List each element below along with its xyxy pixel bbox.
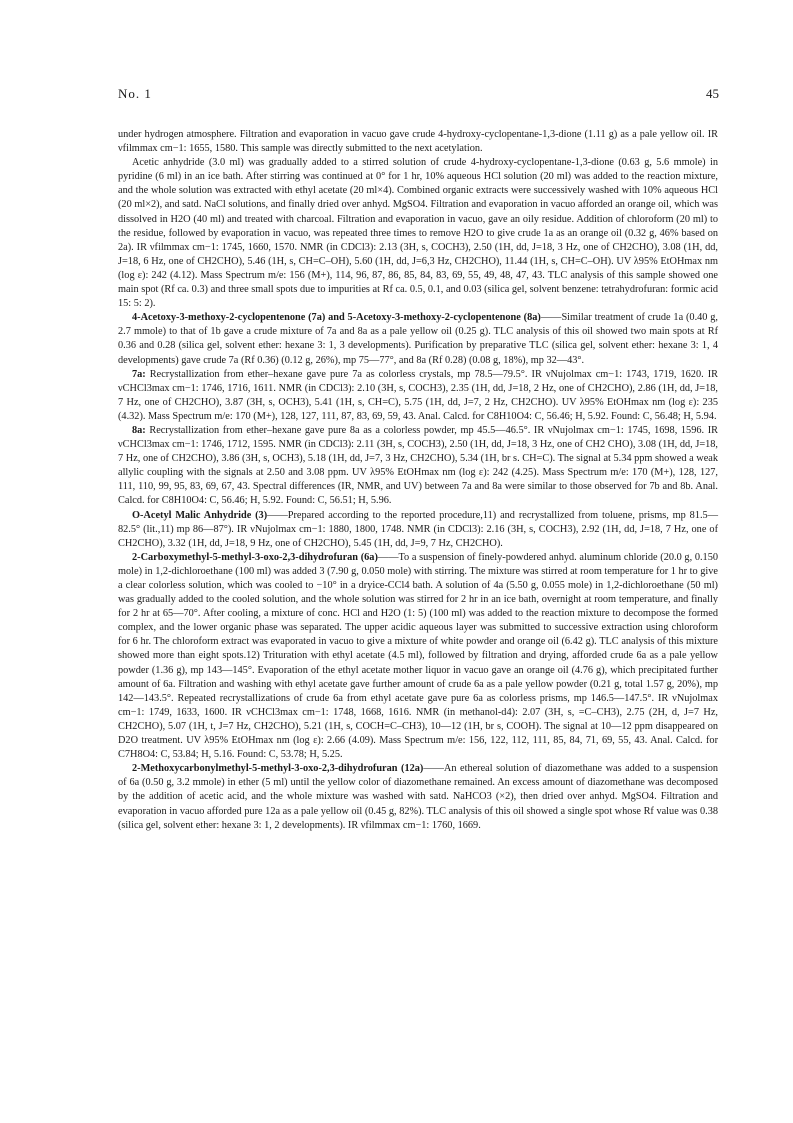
compound-heading: 2-Methoxycarbonylmethyl-5-methyl-3-oxo-2,3-dihydrofuran (12a) bbox=[132, 763, 424, 775]
paragraph-text: ——An ethereal solution of diazomethane was added to a suspension of 6a (0.50 g, 3.2 mmole) in ether (5 ml) until the yellow color of diazomethane remained. An excess amount of diazomethane was decomposed by the addition of acetic acid, and the whole mixture was washed with satd. NaHCO3 (×2), then dried over anhyd. MgSO4. Filtration and evaporation in vacuo afforded pure 12a as a pale yellow oil (0.45 g, 82%). TLC analysis of this oil showed a single spot whose Rf value was 0.38 (silica gel, solvent ether: hexane 3: 1, 2 developments). IR νfilmmax cm−1: 1760, 1669. bbox=[118, 763, 718, 831]
journal-issue-number: No. 1 bbox=[118, 86, 152, 101]
compound-heading: 7a: bbox=[132, 368, 146, 380]
paragraph bbox=[118, 156, 718, 311]
body-text bbox=[118, 128, 718, 833]
compound-heading: 4-Acetoxy-3-methoxy-2-cyclopentenone (7a) and 5-Acetoxy-3-methoxy-2-cyclopentenone (8a) bbox=[132, 312, 541, 324]
paragraph-text: under hydrogen atmosphere. Filtration and evaporation in vacuo gave crude 4-hydroxy-cyclopentane-1,3-dione (1.11 g) as a pale yellow oil. IR νfilmmax cm−1: 1655, 1580. This sample was directly submitted to the next acetylation. bbox=[118, 129, 718, 155]
paragraph bbox=[118, 762, 718, 832]
paragraph bbox=[118, 128, 718, 156]
paragraph-text: ——Prepared according to the reported procedure,11) and recrystallized from toluene, prisms, mp 81.5—82.5° (lit.,11) mp 86—87°). IR νNujolmax cm−1: 1880, 1800, 1748. NMR (in CDCl3): 2.16 (3H, s, COCH3), 2.92 (1H, dd, J=18, 7 Hz, one of CH2CHO), 3.32 (1H, dd, J=18, 9 Hz, one of CH2CHO), 5.45 (1H, dd, J=9, 7 Hz, CH2CHO). bbox=[118, 509, 719, 549]
paragraph-text: Acetic anhydride (3.0 ml) was gradually added to a stirred solution of crude 4-hydroxy-cyclopentane-1,3-dione (0.63 g, 5.6 mmole) in pyridine (6 ml) in an ice bath. After stirring was continued at 0° for 1 hr, 10% aqueous HCl solution (20 ml) was added to the reaction mixture, and the whole solution was extracted with ethyl acetate (20 ml×4). Combined organic extracts were successively washed with 10% aqueous HCl (20 ml×2), and satd. NaCl solutions, and finally dried over anhyd. MgSO4. Filtration and evaporation in vacuo afforded an orange oil, which was dissolved in H2O (40 ml) and treated with charcoal. Filtration and evaporation in vacuo, gave an oily residue. Addition of chloroform (20 ml) to the residue, followed by evaporation in vacuo, was repeated three times to remove H2O to give crude 1a as an orange oil (0.32 g, 46% based on 2a). IR νfilmmax cm−1: 1745, 1660, 1570. NMR (in CDCl3): 2.13 (3H, s, COCH3), 2.50 (1H, dd, J=18, 3 Hz, one of CH2CHO), 3.08 (1H, dd, J=18, 6 Hz, one of CH2CHO), 5.46 (1H, s, CH=C–OH), 5.60 (1H, dd, J=6,3 Hz, CH2CHO), 11.44 (1H, s, CH=C–OH). UV λ95% EtOHmax nm (log ε): 242 (4.12). Mass Spectrum m/e: 156 (M+), 114, 96, 87, 86, 85, 84, 83, 69, 55, 49, 48, 47, 43. TLC analysis of this sample showed one main spot (Rf ca. 0.3) and three small spots due to impurities at Rf ca. 0.5, 0.1, and 0.03 (silica gel, solvent benzene: tetrahydrofuran: formic acid 15: 5: 2). bbox=[118, 157, 718, 310]
compound-heading: 2-Carboxymethyl-5-methyl-3-oxo-2,3-dihydrofuran (6a) bbox=[132, 551, 378, 563]
page-number: 45 bbox=[706, 86, 719, 101]
paragraph bbox=[118, 509, 718, 551]
compound-heading: 8a: bbox=[132, 424, 146, 436]
paragraph-text: ——To a suspension of finely-powdered anhyd. aluminum chloride (20.0 g, 0.150 mole) in 1,2-dichloroethane (100 ml) was added 3 (7.90 g, 0.050 mole) with stirring. The mixture was stirred at room temperature for 1 hr to give a clear colorless solution, which was cooled to −10° in a dryice-CCl4 bath. A solution of 4a (5.50 g, 0.055 mole) in 1,2-dichloroethane (50 ml) was gradually added to the cooled solution, and the whole solution was stirred for 2 hr in an ice bath, overnight at room temperature, and finally for 2 hr at 65—70°. After cooling, a mixture of conc. HCl and H2O (1: 5) (100 ml) was added to the reaction mixture to decompose the formed complex, and the lower organic phase was separated. The upper acidic aqueous layer was submitted to successive extraction using chloroform for 6 hr. The chloroform extract was evaporated in vacuo to give a mixture of white powder and orange oil (6.42 g). TLC analysis of this mixture showed more than eight spots.12) Trituration with ethyl acetate (4.5 ml), followed by filtration and drying, afforded crude 6a as a pale yellow powder (1.36 g), mp 143—145°. Evaporation of the ethyl acetate mother liquor in vacuo gave an orange oil (4.76 g), which precipitated further amount of 6a. Filtration and washing with ethyl acetate gave further amount of crude 6a as a pale yellow powder (0.21 g, total 1.57 g, 20%), mp 142—143.5°. Repeated recrystallizations of crude 6a from ethyl acetate gave pure 6a as colorless prisms, mp 146.5—147.5°. IR νNujolmax cm−1: 1749, 1633, 1600. IR νCHCl3max cm−1: 1748, 1668, 1616. NMR (in methanol-d4): 2.07 (3H, s, =C–CH3), 2.75 (2H, d, J=7 Hz, CH2CHO), 5.07 (1H, t, J=7 Hz, CH2CHO), 5.21 (1H, s, COCH=C–CH3), 10—12 (1H, br s, COOH). The signal at 10—12 ppm disappeared on D2O treatment. UV λ95% EtOHmax nm (log ε): 2.66 (4.09). Mass Spectrum m/e: 156, 122, 112, 111, 85, 84, 71, 69, 55, 43. Anal. Calcd. for C7H8O4: C, 53.84; H, 5.16. Found: C, 53.78; H, 5.25. bbox=[118, 551, 718, 761]
paragraph bbox=[118, 551, 718, 762]
paragraph-text: Recrystallization from ether–hexane gave pure 8a as a colorless powder, mp 45.5—46.5°. IR νNujolmax cm−1: 1745, 1698, 1596. IR νCHCl3max cm−1: 1746, 1712, 1595. NMR (in CDCl3): 2.11 (3H, s, COCH3), 2.50 (1H, dd, J=18, 3 Hz, one of CH2 CHO), 3.08 (1H, dd, J=18, 7 Hz, one of CH2CHO), 3.86 (3H, s, OCH3), 5.18 (1H, dd, J=7, 3 Hz, CH2CHO), 5.34 (1H, br s. CH=C). The signal at 5.34 ppm showed a weak allylic coupling with the signals at 2.50 and 3.08 ppm. UV λ95% EtOHmax nm (log ε): 242 (4.25). Mass Spectrum m/e: 170 (M+), 128, 127, 111, 110, 99, 95, 83, 69, 67, 43. Spectral differences (IR, NMR, and UV) between 7a and 8a were similar to those observed for 7b and 8b. Anal. Calcd. for C8H10O4: C, 56.46; H, 5.92. Found: C, 56.51; H, 5.96. bbox=[118, 424, 718, 507]
paragraph-text: ——Similar treatment of crude 1a (0.40 g, 2.7 mmole) to that of 1b gave a crude mixture of 7a and 8a as a pale yellow oil (0.25 g). TLC analysis of this oil showed two main spots at Rf 0.36 and 0.28 (silica gel, solvent ether: hexane 3: 1, 3 developments). Purification by preparative TLC (silica gel, solvent ether: hexane 3: 1, 4 developments) gave crude 7a (Rf 0.36) (0.12 g, 26%), mp 75—77°, and 8a (Rf 0.28) (0.08 g, 18%), mp 32—43°. bbox=[118, 312, 718, 366]
compound-heading: O-Acetyl Malic Anhydride (3) bbox=[132, 509, 268, 521]
paragraph bbox=[118, 368, 718, 424]
paragraph bbox=[118, 424, 718, 509]
paragraph bbox=[118, 311, 718, 367]
paragraph-text: Recrystallization from ether–hexane gave pure 7a as colorless crystals, mp 78.5—79.5°. IR νNujolmax cm−1: 1743, 1719, 1620. IR νCHCl3max cm−1: 1746, 1716, 1611. NMR (in CDCl3): 2.10 (3H, s, COCH3), 2.35 (1H, dd, J=18, 2 Hz, one of CH2CHO), 2.86 (1H, dd, J=18, 7 Hz, one of CH2CHO), 3.87 (3H, s, OCH3), 5.41 (1H, s, CH=C), 5.75 (1H, dd, J=7, 2 Hz, CH2CHO). UV λ95% EtOHmax nm (log ε): 235 (4.32). Mass Spectrum m/e: 170 (M+), 128, 127, 111, 87, 83, 69, 59, 43. Anal. Calcd. for C8H10O4: C, 56.46; H, 5.92. Found: C, 56.48; H, 5.94. bbox=[118, 368, 718, 422]
page-header bbox=[118, 86, 719, 106]
